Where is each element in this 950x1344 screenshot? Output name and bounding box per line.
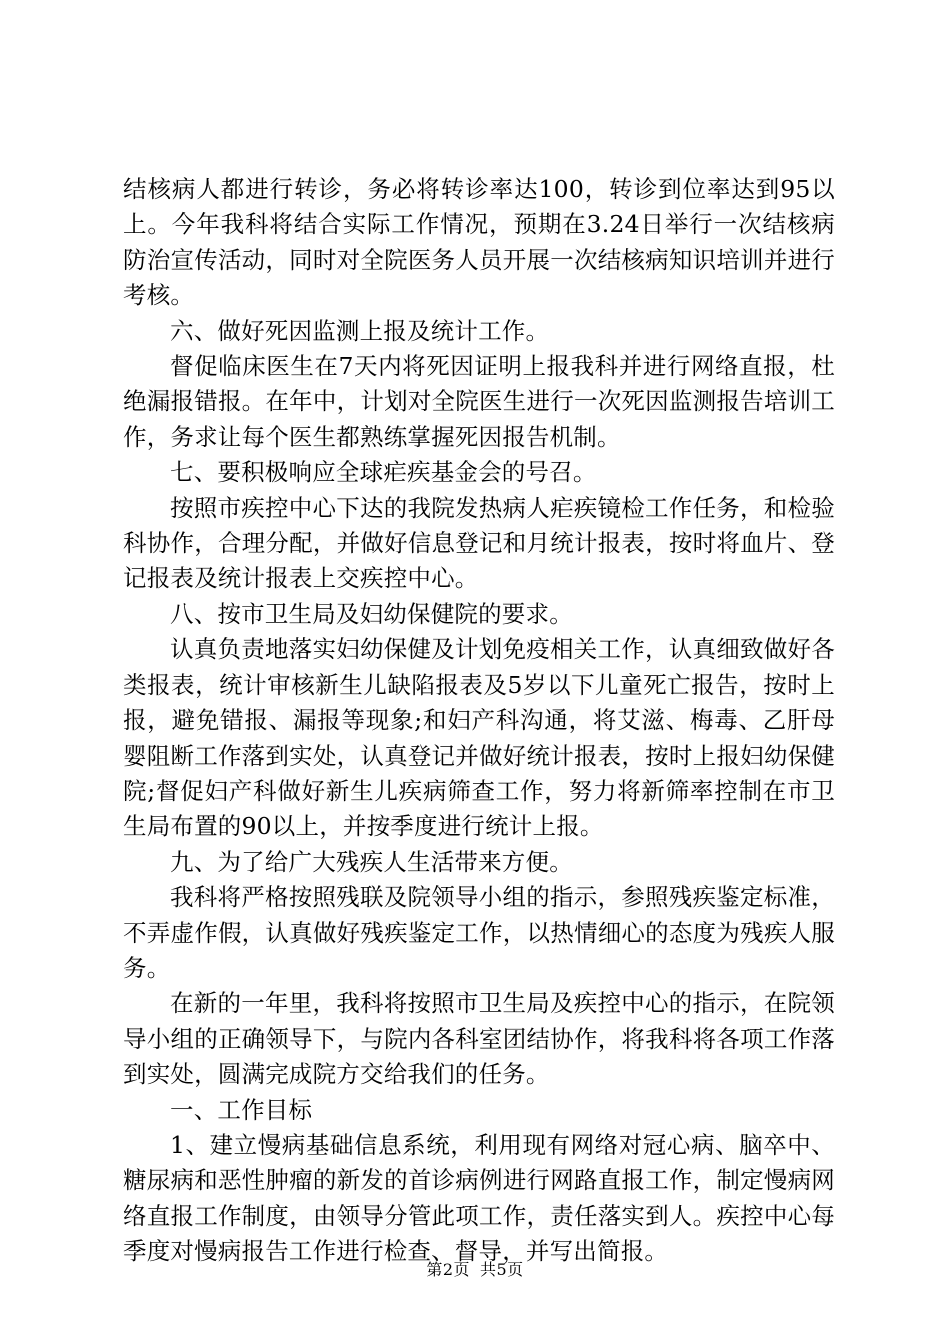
heading-work-goals: 一、工作目标 — [170, 1095, 313, 1124]
paragraph-death-cause-reporting: 督促临床医生在7天内将死因证明上报我科并进行网络直报，杜绝漏报错报。在年中，计划对全院医生进行一次死因监测报告培训工作，务求让每个医生都熟练掌握死因报告机制。 — [123, 352, 835, 451]
paragraph-tb-referral: 结核病人都进行转诊，务必将转诊率达100，转诊到位率达到95以上。今年我科将结合实际工作情况，预期在3.24日举行一次结核病防治宣传活动，同时对全院医务人员开展一次结核病知识培训并进行考核。 — [123, 175, 835, 310]
paragraph-chronic-disease-system: 1、建立慢病基础信息系统，利用现有网络对冠心病、脑卒中、糖尿病和恶性肿瘤的新发的首诊病例进行网路直报工作，制定慢病网络直报工作制度，由领导分管此项工作，责任落实到人。疾控中心每季度对慢病报告工作进行检查、督导，并写出简报。 — [123, 1130, 835, 1266]
paragraph-new-year-summary: 在新的一年里，我科将按照市卫生局及疾控中心的指示，在院领导小组的正确领导下，与院内各科室团结协作，将我科将各项工作落到实处，圆满完成院方交给我们的任务。 — [123, 989, 835, 1089]
heading-maternal-child-health: 八、按市卫生局及妇幼保健院的要求。 — [170, 599, 573, 628]
paragraph-malaria-microscopy: 按照市疾控中心下达的我院发热病人疟疾镜检工作任务，和检验科协作，合理分配，并做好信息登记和月统计报表，按时将血片、登记报表及统计报表上交疾控中心。 — [123, 493, 835, 593]
heading-malaria-fund: 七、要积极响应全球疟疾基金会的号召。 — [170, 458, 597, 487]
paragraph-disability-assessment: 我科将严格按照残联及院领导小组的指示，参照残疾鉴定标准，不弄虚作假，认真做好残疾鉴定工作，以热情细心的态度为残疾人服务。 — [123, 883, 835, 982]
document-body — [123, 172, 835, 1270]
page-footer — [0, 1260, 950, 1280]
paragraph-maternal-child-work: 认真负责地落实妇幼保健及计划免疫相关工作，认真细致做好各类报表，统计审核新生儿缺陷报表及5岁以下儿童死亡报告，按时上报，避免错报、漏报等现象;和妇产科沟通，将艾滋、梅毒、乙肝母婴阻断工作落到实处，认真登记并做好统计报表，按时上报妇幼保健院;督促妇产科做好新生儿疾病筛查工作，努力将新筛率控制在市卫生局布置的90以上，并按季度进行统计上报。 — [123, 635, 835, 841]
heading-disabled-services: 九、为了给广大残疾人生活带来方便。 — [170, 847, 573, 876]
page-total: 共5页 — [480, 1260, 524, 1279]
heading-death-cause-monitoring: 六、做好死因监测上报及统计工作。 — [170, 316, 550, 345]
page-number: 第2页 — [426, 1260, 470, 1279]
